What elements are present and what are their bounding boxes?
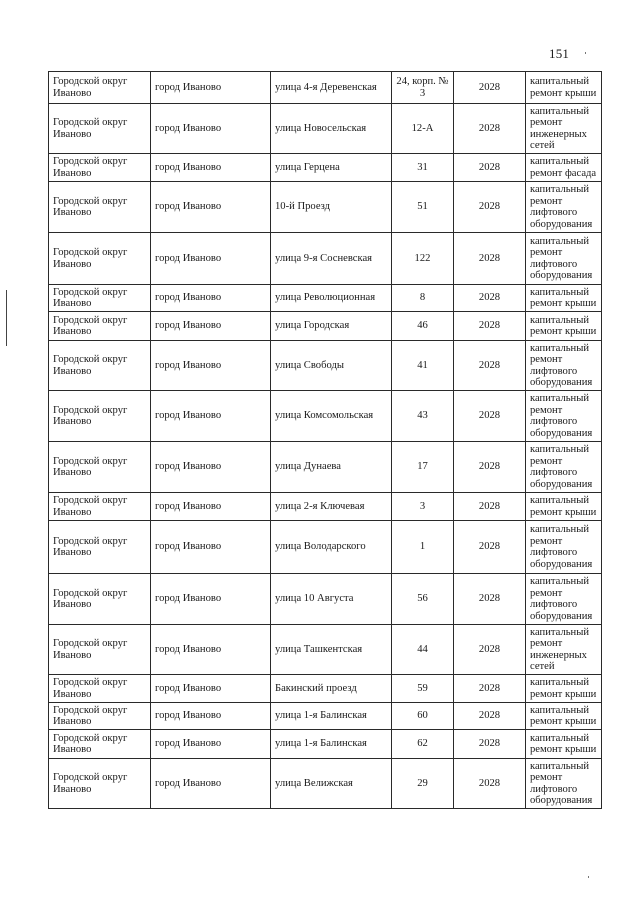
city-cell: город Иваново <box>151 730 271 759</box>
municipality-cell: Городской округ Иваново <box>49 703 151 730</box>
year-cell: 2028 <box>454 574 526 625</box>
municipality-cell: Городской округ Иваново <box>49 730 151 759</box>
work-type-cell: капитальный ремонт лифтового оборудования <box>526 521 602 574</box>
city-cell: город Иваново <box>151 574 271 625</box>
work-type-cell: капитальный ремонт фасада <box>526 154 602 182</box>
municipality-cell: Городской округ Иваново <box>49 625 151 675</box>
work-type-cell: капитальный ремонт лифтового оборудования <box>526 574 602 625</box>
municipality-cell: Городской округ Иваново <box>49 521 151 574</box>
municipality-cell: Городской округ Иваново <box>49 154 151 182</box>
year-cell: 2028 <box>454 72 526 104</box>
city-cell: город Иваново <box>151 521 271 574</box>
street-cell: улица Городская <box>271 312 392 341</box>
street-cell: улица Ташкентская <box>271 625 392 675</box>
table-row <box>49 675 602 703</box>
house-number-cell: 62 <box>392 730 454 759</box>
year-cell: 2028 <box>454 625 526 675</box>
year-cell: 2028 <box>454 285 526 312</box>
work-type-cell: капитальный ремонт крыши <box>526 72 602 104</box>
municipality-cell: Городской округ Иваново <box>49 233 151 285</box>
work-type-cell: капитальный ремонт лифтового оборудования <box>526 182 602 233</box>
housing-repair-table <box>48 71 602 809</box>
table-row <box>49 182 602 233</box>
scan-speck <box>588 876 589 878</box>
municipality-cell: Городской округ Иваново <box>49 341 151 391</box>
year-cell: 2028 <box>454 391 526 442</box>
year-cell: 2028 <box>454 341 526 391</box>
work-type-cell: капитальный ремонт инженерных сетей <box>526 104 602 154</box>
table-row <box>49 521 602 574</box>
work-type-cell: капитальный ремонт крыши <box>526 285 602 312</box>
street-cell: улица Володарского <box>271 521 392 574</box>
street-cell: улица 4-я Деревенская <box>271 72 392 104</box>
house-number-cell: 1 <box>392 521 454 574</box>
table-row <box>49 391 602 442</box>
work-type-cell: капитальный ремонт крыши <box>526 312 602 341</box>
city-cell: город Иваново <box>151 442 271 493</box>
work-type-cell: капитальный ремонт инженерных сетей <box>526 625 602 675</box>
year-cell: 2028 <box>454 675 526 703</box>
house-number-cell: 3 <box>392 493 454 521</box>
house-number-cell: 60 <box>392 703 454 730</box>
year-cell: 2028 <box>454 104 526 154</box>
street-cell: улица Новосельская <box>271 104 392 154</box>
municipality-cell: Городской округ Иваново <box>49 574 151 625</box>
work-type-cell: капитальный ремонт лифтового оборудования <box>526 759 602 809</box>
year-cell: 2028 <box>454 154 526 182</box>
house-number-cell: 41 <box>392 341 454 391</box>
work-type-cell: капитальный ремонт лифтового оборудования <box>526 341 602 391</box>
scan-speck <box>585 52 586 54</box>
table-row <box>49 442 602 493</box>
municipality-cell: Городской округ Иваново <box>49 675 151 703</box>
house-number-cell: 24, корп. № 3 <box>392 72 454 104</box>
table-row <box>49 759 602 809</box>
street-cell: Бакинский проезд <box>271 675 392 703</box>
work-type-cell: капитальный ремонт крыши <box>526 703 602 730</box>
municipality-cell: Городской округ Иваново <box>49 72 151 104</box>
city-cell: город Иваново <box>151 233 271 285</box>
year-cell: 2028 <box>454 233 526 285</box>
house-number-cell: 51 <box>392 182 454 233</box>
table-row <box>49 154 602 182</box>
municipality-cell: Городской округ Иваново <box>49 285 151 312</box>
house-number-cell: 44 <box>392 625 454 675</box>
street-cell: улица 1-я Балинская <box>271 703 392 730</box>
house-number-cell: 17 <box>392 442 454 493</box>
table-row <box>49 72 602 104</box>
house-number-cell: 8 <box>392 285 454 312</box>
street-cell: улица Дунаева <box>271 442 392 493</box>
city-cell: город Иваново <box>151 72 271 104</box>
work-type-cell: капитальный ремонт лифтового оборудования <box>526 442 602 493</box>
house-number-cell: 31 <box>392 154 454 182</box>
city-cell: город Иваново <box>151 703 271 730</box>
year-cell: 2028 <box>454 703 526 730</box>
street-cell: 10-й Проезд <box>271 182 392 233</box>
house-number-cell: 29 <box>392 759 454 809</box>
street-cell: улица 1-я Балинская <box>271 730 392 759</box>
city-cell: город Иваново <box>151 154 271 182</box>
page-number: 151 <box>549 46 570 61</box>
year-cell: 2028 <box>454 493 526 521</box>
table-row <box>49 625 602 675</box>
city-cell: город Иваново <box>151 759 271 809</box>
house-number-cell: 43 <box>392 391 454 442</box>
year-cell: 2028 <box>454 759 526 809</box>
city-cell: город Иваново <box>151 341 271 391</box>
work-type-cell: капитальный ремонт лифтового оборудования <box>526 233 602 285</box>
table-row <box>49 703 602 730</box>
work-type-cell: капитальный ремонт лифтового оборудования <box>526 391 602 442</box>
house-number-cell: 56 <box>392 574 454 625</box>
municipality-cell: Городской округ Иваново <box>49 391 151 442</box>
year-cell: 2028 <box>454 442 526 493</box>
year-cell: 2028 <box>454 521 526 574</box>
house-number-cell: 12-А <box>392 104 454 154</box>
street-cell: улица Революционная <box>271 285 392 312</box>
table-row <box>49 341 602 391</box>
street-cell: улица 10 Августа <box>271 574 392 625</box>
scan-margin-mark <box>6 290 7 346</box>
street-cell: улица Комсомольская <box>271 391 392 442</box>
work-type-cell: капитальный ремонт крыши <box>526 493 602 521</box>
table-row <box>49 312 602 341</box>
table-row <box>49 233 602 285</box>
municipality-cell: Городской округ Иваново <box>49 312 151 341</box>
work-type-cell: капитальный ремонт крыши <box>526 675 602 703</box>
city-cell: город Иваново <box>151 104 271 154</box>
table-row <box>49 285 602 312</box>
table-row <box>49 104 602 154</box>
work-type-cell: капитальный ремонт крыши <box>526 730 602 759</box>
year-cell: 2028 <box>454 312 526 341</box>
street-cell: улица Велижская <box>271 759 392 809</box>
table-row <box>49 493 602 521</box>
municipality-cell: Городской округ Иваново <box>49 493 151 521</box>
table-row <box>49 730 602 759</box>
municipality-cell: Городской округ Иваново <box>49 759 151 809</box>
street-cell: улица 2-я Ключевая <box>271 493 392 521</box>
table-row <box>49 574 602 625</box>
house-number-cell: 46 <box>392 312 454 341</box>
municipality-cell: Городской округ Иваново <box>49 442 151 493</box>
street-cell: улица 9-я Сосневская <box>271 233 392 285</box>
municipality-cell: Городской округ Иваново <box>49 104 151 154</box>
house-number-cell: 59 <box>392 675 454 703</box>
city-cell: город Иваново <box>151 625 271 675</box>
city-cell: город Иваново <box>151 182 271 233</box>
city-cell: город Иваново <box>151 312 271 341</box>
city-cell: город Иваново <box>151 493 271 521</box>
street-cell: улица Герцена <box>271 154 392 182</box>
street-cell: улица Свободы <box>271 341 392 391</box>
city-cell: город Иваново <box>151 675 271 703</box>
city-cell: город Иваново <box>151 391 271 442</box>
year-cell: 2028 <box>454 730 526 759</box>
municipality-cell: Городской округ Иваново <box>49 182 151 233</box>
year-cell: 2028 <box>454 182 526 233</box>
city-cell: город Иваново <box>151 285 271 312</box>
house-number-cell: 122 <box>392 233 454 285</box>
